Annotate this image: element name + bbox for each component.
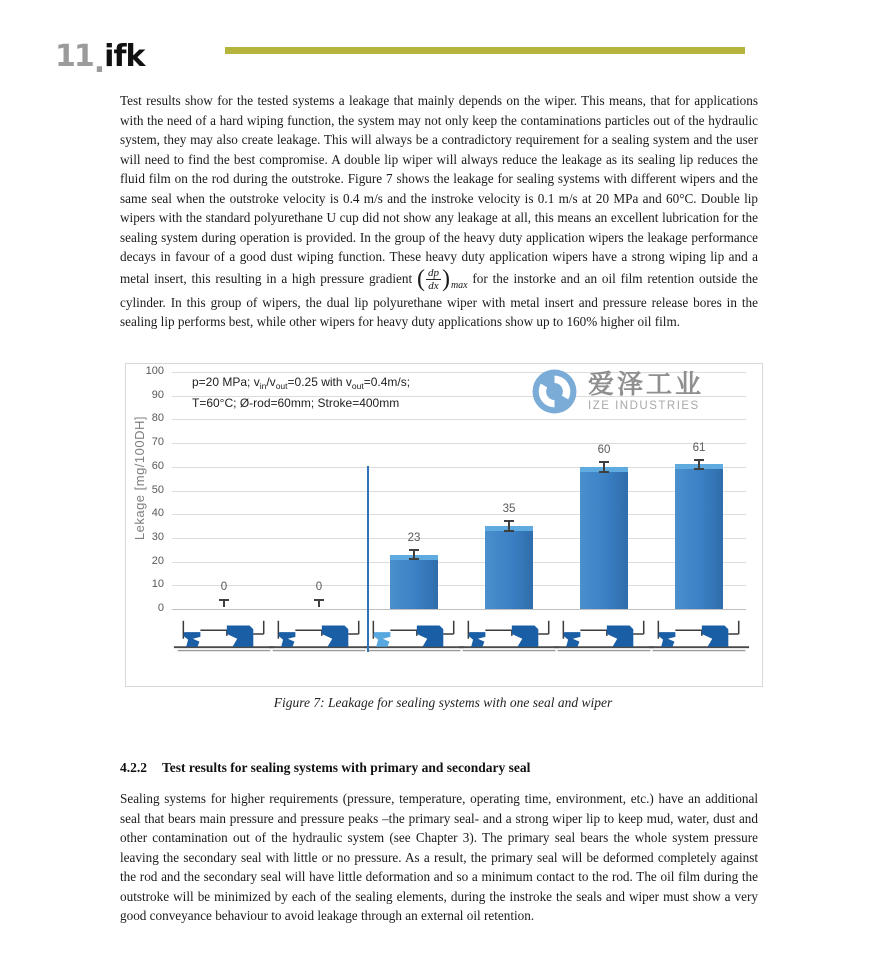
leakage-bar-chart [125,363,763,687]
bar-value-label: 0 [315,581,323,593]
bar-value-label: 61 [692,441,706,454]
bar-value-label: 0 [220,581,228,593]
seal-wiper-pictogram-4 [457,614,561,654]
intro-text-before-formula: Test results show for the tested systems a leakage that mainly depends on the wiper. This means, that for applications with the need of a hard wiping function, the system may not only keep the contaminations particles out of the hydraulic system, they may also create leakage. This will always be a contradictory requirement for a sealing system and the user will need to find the best compromise. A double lip wiper will always reduce the leakage as its sealing lip reduces the fluid film on the rod during the outstroke. Figure 7 shows the leakage for sealing systems with different wipers and the same seal when the outstroke velocity is 0.4 m/s and the instroke velocity is 0.1 m/s at 20 MPa and 60°C. Double lip wipers with the standard polyurethane U cup did not show any leakage at all, this means an excellent lubrication for the sealing system during operation is provided. In the group of the heavy duty application wipers the leakage performance decays in favour of a good dust wiping function. These heavy duty application wipers have a strong wiping lip and a metal insert, this resulting in a high pressure gradient [120,93,758,286]
error-bar [504,520,515,532]
annotation-text: =0.4m/s; [363,375,411,389]
intro-text-after-formula: for the instorke and an oil film retention outside the cylinder. In this group of wipers, the dual lip polyurethane wiper with metal insert and pressure release bores in the sealing lip performs best, while other wipers for heavy duty applications show up to 160% higher oil film. [120,270,759,330]
annotation-subscript: out [275,381,288,391]
seal-wiper-pictogram-3 [362,614,466,654]
pressure-gradient-formula: ( $\frac{dp}{dx}$ ) max [417,267,468,293]
logo-dot: . [93,45,104,80]
y-axis-tick-label: 10 [151,578,164,591]
annotation-text: p=20 MPa; v [192,375,260,389]
error-bar [409,549,420,561]
chart-gridline [172,538,746,539]
y-axis-tick-label: 80 [151,412,164,425]
error-bar [314,599,325,607]
chart-gridline [172,491,746,492]
chart-annotation-line2: T=60°C; Ø-rod=60mm; Stroke=400mm [192,396,400,410]
chart-gridline [172,443,746,444]
formula-numerator: dp [427,266,439,279]
figure-caption: Figure 7: Leakage for sealing systems with one seal and wiper [273,695,613,710]
bar-value-label: 23 [407,531,421,544]
ize-industries-logo-icon [531,368,578,415]
section-title: Test results for sealing systems with primary and secondary seal [162,760,531,775]
bar-value-label: 60 [597,443,611,456]
watermark-chinese-text: 爱泽工业 [588,370,705,401]
chart-bar [390,555,438,610]
chart-bar [485,526,533,609]
chart-gridline [172,467,746,468]
chart-annotation-line1 [192,374,410,395]
error-bar [694,459,705,471]
chart-gridline [172,514,746,515]
y-axis-title: Lekage [mg/100DH] [132,416,147,541]
seal-wiper-pictogram-5 [552,614,656,654]
header-accent-bar [225,47,745,54]
body-paragraph: Sealing systems for higher requirements (pressure, temperature, operating time, environment, etc.) have an additional seal that bears main pressure and pressure peaks –the primary seal- and a strong wiper lip to keep mud, water, dust and other contamination out of the hydraulic system (see Chapter 3). The primary seal bears the whole system pressure leaving the secondary seal with little or no pressure. As a result, the primary seal will be deformed completely against the rod and the secondary seal will have little deformation and so a minimum contact to the rod. The oil film during the outstroke will be minimized by each of the sealing elements, during the instroke the seals and wiper must show a very good conveyance behaviour to avoid leakage through an external oil retention. [120,791,758,923]
chart-gridline [172,609,746,610]
y-axis-tick-label: 70 [151,436,164,449]
seal-wiper-pictogram-2 [267,614,371,654]
seal-wiper-pictogram-6 [647,614,751,654]
watermark-english-text: IZE INDUSTRIES [588,399,700,412]
error-bar [219,599,230,607]
chart-gridline [172,419,746,420]
seal-wiper-pictogram-1 [172,614,276,654]
logo-number: 11 [55,39,93,74]
formula-subscript: max [450,279,468,291]
formula-denominator: dx [428,280,439,293]
y-axis-tick-label: 100 [145,365,164,377]
chart-gridline [172,585,746,586]
annotation-text: /v [266,375,276,389]
annotation-subscript: out [351,381,364,391]
y-axis-tick-label: 50 [151,483,164,496]
section-number: 4.2.2 [120,760,147,775]
y-axis-tick-label: 40 [151,507,164,520]
group-separator-line [367,466,369,652]
chart-bar [580,467,628,609]
y-axis-tick-label: 0 [157,602,164,614]
chart-annotation [192,374,410,412]
section-heading [120,760,530,776]
logo-letters: ifk [104,39,145,74]
ifk-conference-logo [55,39,145,80]
watermark [531,368,704,415]
y-axis-tick-label: 90 [151,388,164,401]
intro-paragraph [120,91,758,332]
chart-bar [675,464,723,609]
y-axis-tick-label: 60 [151,459,164,472]
y-axis-tick-label: 20 [151,554,164,567]
y-axis-tick-label: 30 [151,530,164,543]
annotation-subscript: in [259,381,267,391]
bar-value-label: 35 [502,503,516,516]
annotation-text: =0.25 with v [287,375,352,389]
error-bar [599,461,610,473]
chart-gridline [172,562,746,563]
